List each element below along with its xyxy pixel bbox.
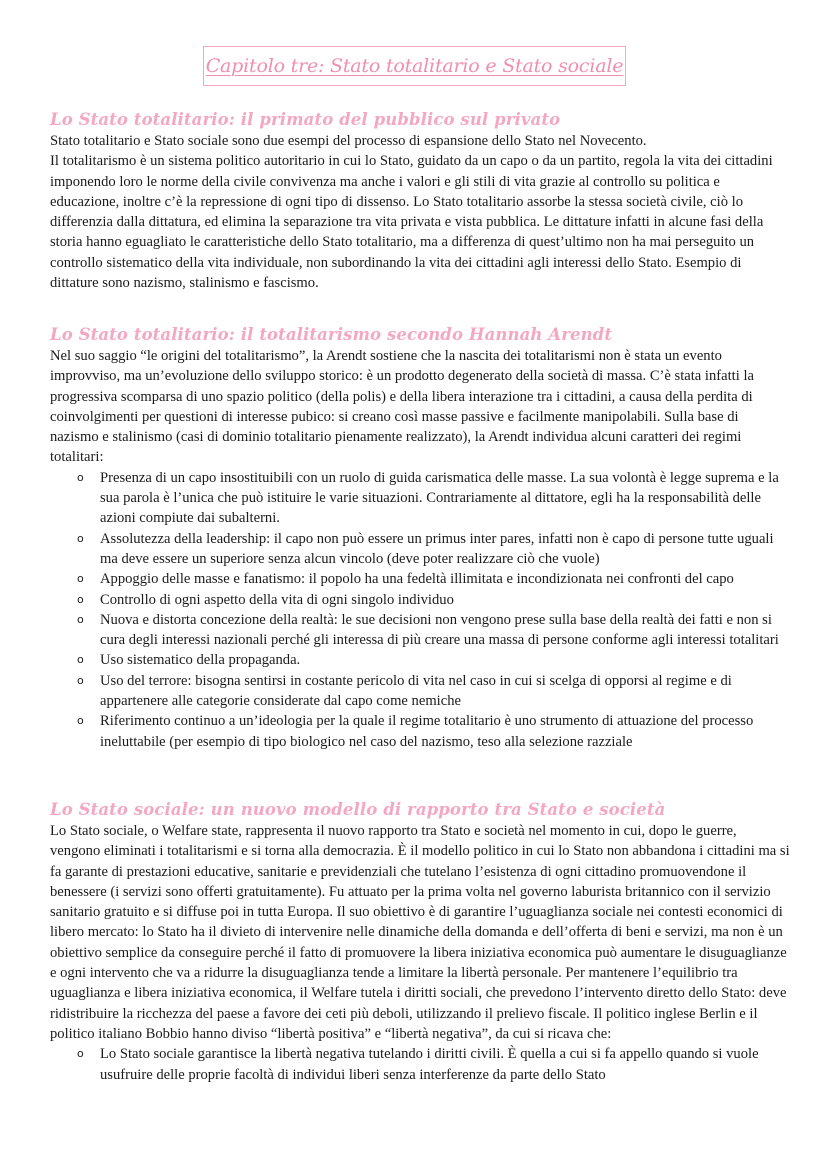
list-item-text: Lo Stato sociale garantisce la libertà negativa tutelando i diritti civili. È quella a cui si fa appello quando si vuole usufruire delle proprie facoltà di individui liberi senza interferenze da parte dello Stato [100,1046,759,1083]
bullet-marker: o [77,572,84,586]
page-title: Capitolo tre: Stato totalitario e Stato sociale [205,55,624,77]
paragraph: Il totalitarismo è un sistema politico autoritario in cui lo Stato, guidato da un capo o da un partito, regola la vita dei cittadini imponendo loro le norme della civile convivenza ma anche i valori e gli stili di vita grazie al controllo su politica e educazione, inoltre c’è la repressione di ogni tipo di dissenso. Lo Stato totalitario assorbe la stessa società civile, ciò lo differenzia dalla dittatura, ed elimina la separazione tra vita privata e vista pubblica. Le dittature infatti in alcune fasi della storia hanno eguagliato le caratteristiche dello Stato totalitario, ma a differenza di quest’ultimo non ha mai perseguito un controllo sistematico della vita individuale, non subordinando la vita dei cittadini agli interessi dello Stato. Esempio di dittature sono nazismo, stalinismo e fascismo. [50,153,773,292]
bullet-marker: o [77,714,84,728]
bullet-marker: o [77,612,84,626]
bullet-marker: o [77,531,84,545]
paragraph: Nel suo saggio “le origini del totalitarismo”, la Arendt sostiene che la nascita dei totalitarismi non è stata un evento improvviso, ma un’evoluzione dello sviluppo storico: è un prodotto degenerato della società di massa. C’è stata infatti la progressiva scomparsa di uno spazio politico (della polis) e della libera interazione tra i cittadini, a causa della perdita di coinvolgimenti per questioni di interesse pubico: si creano così masse passive e facilmente manipolabili. Sulla base di nazismo e stalinismo (casi di dominio totalitario pienamente realizzato), la Arendt individua alcuni caratteri dei regimi totalitari: [50,348,754,466]
bullet-marker: o [77,470,84,484]
list-item [50,590,790,610]
section-arendt [50,324,790,752]
list-item-text: Assolutezza della leadership: il capo non può essere un primus inter pares, infatti non è capo di persone tutte uguali ma deve essere un superiore senza alcun vincolo (deve poter realizzare ciò che vuole) [100,530,774,567]
list-item-text: Uso del terrore: bisogna sentirsi in costante pericolo di vita nel caso in cui si scelga di opporsi al regime e di appartenere alle categorie considerate dal capo come nemiche [100,672,732,710]
title-box [203,46,626,86]
section-stato-sociale [50,799,790,1085]
bullet-marker: o [77,653,84,667]
section-heading: Lo Stato totalitario: il totalitarismo secondo Hannah Arendt [50,325,613,344]
bullet-marker: o [77,592,84,606]
bullet-list [50,1044,790,1085]
list-item-text: Controllo di ogni aspetto della vita di ogni singolo individuo [100,591,454,608]
list-item-text: Presenza di un capo insostituibili con un ruolo di guida carismatica delle masse. La sua volontà è legge suprema e la sua parola è l’unica che può istituire le varie situazioni. Contrariamente al dittatore, egli ha la responsabilità delle azioni compiute dai subalterni. [100,469,779,527]
list-item-text: Riferimento continuo a un’ideologia per la quale il regime totalitario è uno strumento di attuazione del processo ineluttabile (per esempio di tipo biologico nel caso del nazismo, teso alla selezione razziale [100,713,754,750]
bullet-marker: o [77,673,84,687]
list-item [50,569,790,589]
list-item [50,468,790,529]
list-item [50,610,790,651]
list-item [50,671,790,712]
list-item-text: Nuova e distorta concezione della realtà: le sue decisioni non vengono prese sulla base della realtà dei fatti e non si cura degli interessi nazionali perché gli interessa di più creare una massa di persone conforme agli interessi totalitari [100,611,779,649]
section-body [50,821,790,1044]
section-body [50,131,790,293]
paragraph: Stato totalitario e Stato sociale sono due esempi del processo di espansione dello Stato nel Novecento. [50,133,647,149]
list-item [50,711,790,752]
section-body [50,346,790,468]
list-item [50,1044,790,1085]
list-item-text: Uso sistematico della propaganda. [100,652,301,669]
paragraph: Lo Stato sociale, o Welfare state, rappresenta il nuovo rapporto tra Stato e società nel momento in cui, dopo le guerre, vengono eliminati i totalitarismi e si torna alla democrazia. È il modello politico in cui lo Stato non abbandona i cittadini ma si fa garante di prestazioni educative, sanitarie e previdenziali che tutelano l’esistenza di ogni cittadino promuovendone il benessere (i servizi sono offerti gratuitamente). Fu attuato per la prima volta nel governo laburista britannico con il servizio sanitario gratuito e si diffuse poi in tutta Europa. Il suo obiettivo è di garantire l’uguaglianza sociale nei contesti economici di libero mercato: lo Stato ha il divieto di intervenire nelle dinamiche della domanda e dell’offerta di beni e servizi, ma non è un obiettivo semplice da conseguire perché il fatto di promuovere la libera iniziativa economica può aumentare le disuguaglianze e ogni intervento che va a ridurre la disuguaglianza tende a limitare la libertà personale. Per mantenere l’equilibrio tra uguaglianza e libera iniziativa economica, il Welfare tutela i diritti sociali, che prevedono l’intervento diretto dello Stato: deve ridistribuire la ricchezza del paese a favore dei ceti più deboli, utilizzando il prelievo fiscale. Il politico inglese Berlin e il politico italiano Bobbio hanno diviso “libertà positiva” e “libertà negativa”, da cui si ricava che: [50,823,790,1042]
section-stato-totalitario [50,109,790,293]
list-item-text: Appoggio delle masse e fanatismo: il popolo ha una fedeltà illimitata e incondizionata nei confronti del capo [100,571,734,588]
section-heading: Lo Stato totalitario: il primato del pubblico sul privato [50,110,561,129]
bullet-list [50,468,790,752]
section-heading: Lo Stato sociale: un nuovo modello di rapporto tra Stato e società [50,800,666,819]
bullet-marker: o [77,1047,84,1061]
list-item [50,650,790,670]
list-item [50,529,790,570]
